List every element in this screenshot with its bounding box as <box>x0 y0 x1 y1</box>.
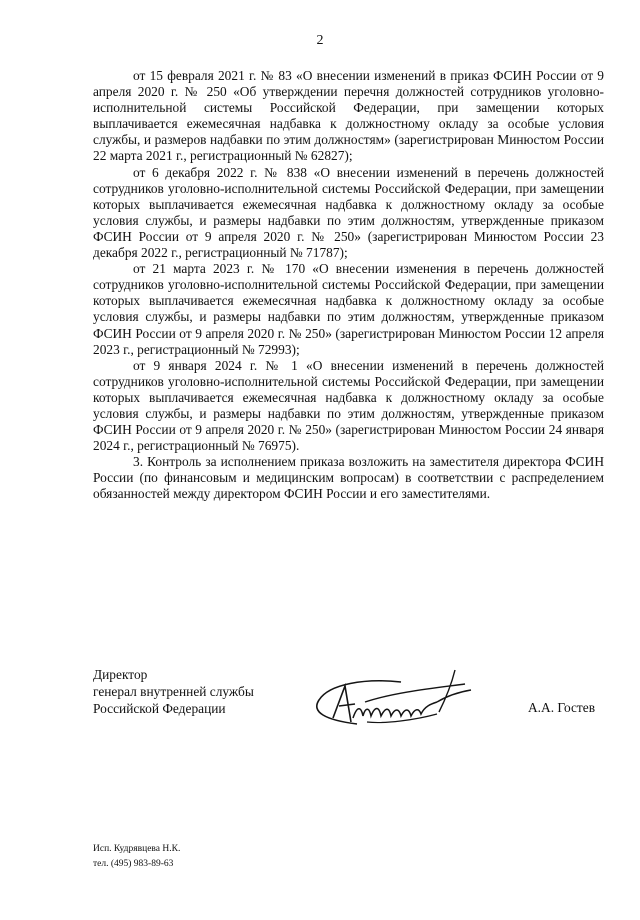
signatory-rank: генерал внутренней службы <box>93 684 254 699</box>
paragraph-amendment-2023: от 21 марта 2023 г. № 170 «О внесении изменения в перечень должностей сотрудников уголовно-исполнительной системы Российской Федерации, при замещении которых выплачивается ежемесячная надбавка к должностному окладу за особые условия службы, и размеры надбавки по этим должностям, утвержденные приказом ФСИН России от 9 апреля 2020 г. № 250» (зарегистрирован Минюстом России 12 апреля 2023 г., регистрационный № 72993); <box>93 261 604 357</box>
handwritten-signature-icon <box>305 662 490 734</box>
signatory-position: Директор <box>93 667 148 682</box>
document-body <box>93 68 604 503</box>
paragraph-amendment-2024: от 9 января 2024 г. № 1 «О внесении изменений в перечень должностей сотрудников уголовно-исполнительной системы Российской Федерации, при замещении которых выплачивается ежемесячная надбавка к должностному окладу за особые условия службы, и размеры надбавки по этим должностям, утвержденные приказом ФСИН России от 9 апреля 2020 г. № 250» (зарегистрирован Минюстом России 24 января 2024 г., регистрационный № 76975). <box>93 357 604 454</box>
signatory-name: А.А. Гостев <box>528 700 596 715</box>
page-number: 2 <box>316 33 324 48</box>
paragraph-amendment-2021: от 15 февраля 2021 г. № 83 «О внесении изменений в приказ ФСИН России от 9 апреля 2020 г. № 250 «Об утверждении перечня должностей сотрудников уголовно-исполнительной системы Российской Федерации, при замещении которых выплачивается ежемесячная надбавка к должностному окладу за особые условия службы, и размеров надбавки по этим должностям» (зарегистрирован Минюстом России 22 марта 2021 г., регистрационный № 62827); <box>93 68 604 164</box>
paragraph-amendment-2022: от 6 декабря 2022 г. № 838 «О внесении изменений в перечень должностей сотрудников уголовно-исполнительной системы Российской Федерации, при замещении которых выплачивается ежемесячная надбавка к должностному окладу за особые условия службы, и размеры надбавки по этим должностям, утвержденные приказом ФСИН России от 9 апреля 2020 г. № 250» (зарегистрирован Минюстом России 23 декабря 2022 г., регистрационный № 71787); <box>93 164 604 261</box>
executor-phone: тел. (495) 983-89-63 <box>93 859 174 869</box>
paragraph-control-clause: 3. Контроль за исполнением приказа возложить на заместителя директора ФСИН России (по финансовым и медицинским вопросам) в соответствии с распределением обязанностей между директором ФСИН России и его заместителями. <box>93 454 604 502</box>
signatory-rank-country: Российской Федерации <box>93 701 226 716</box>
signatory-title <box>93 666 254 717</box>
executor-footer <box>93 842 180 872</box>
executor-name: Исп. Кудрявцева Н.К. <box>93 844 181 854</box>
